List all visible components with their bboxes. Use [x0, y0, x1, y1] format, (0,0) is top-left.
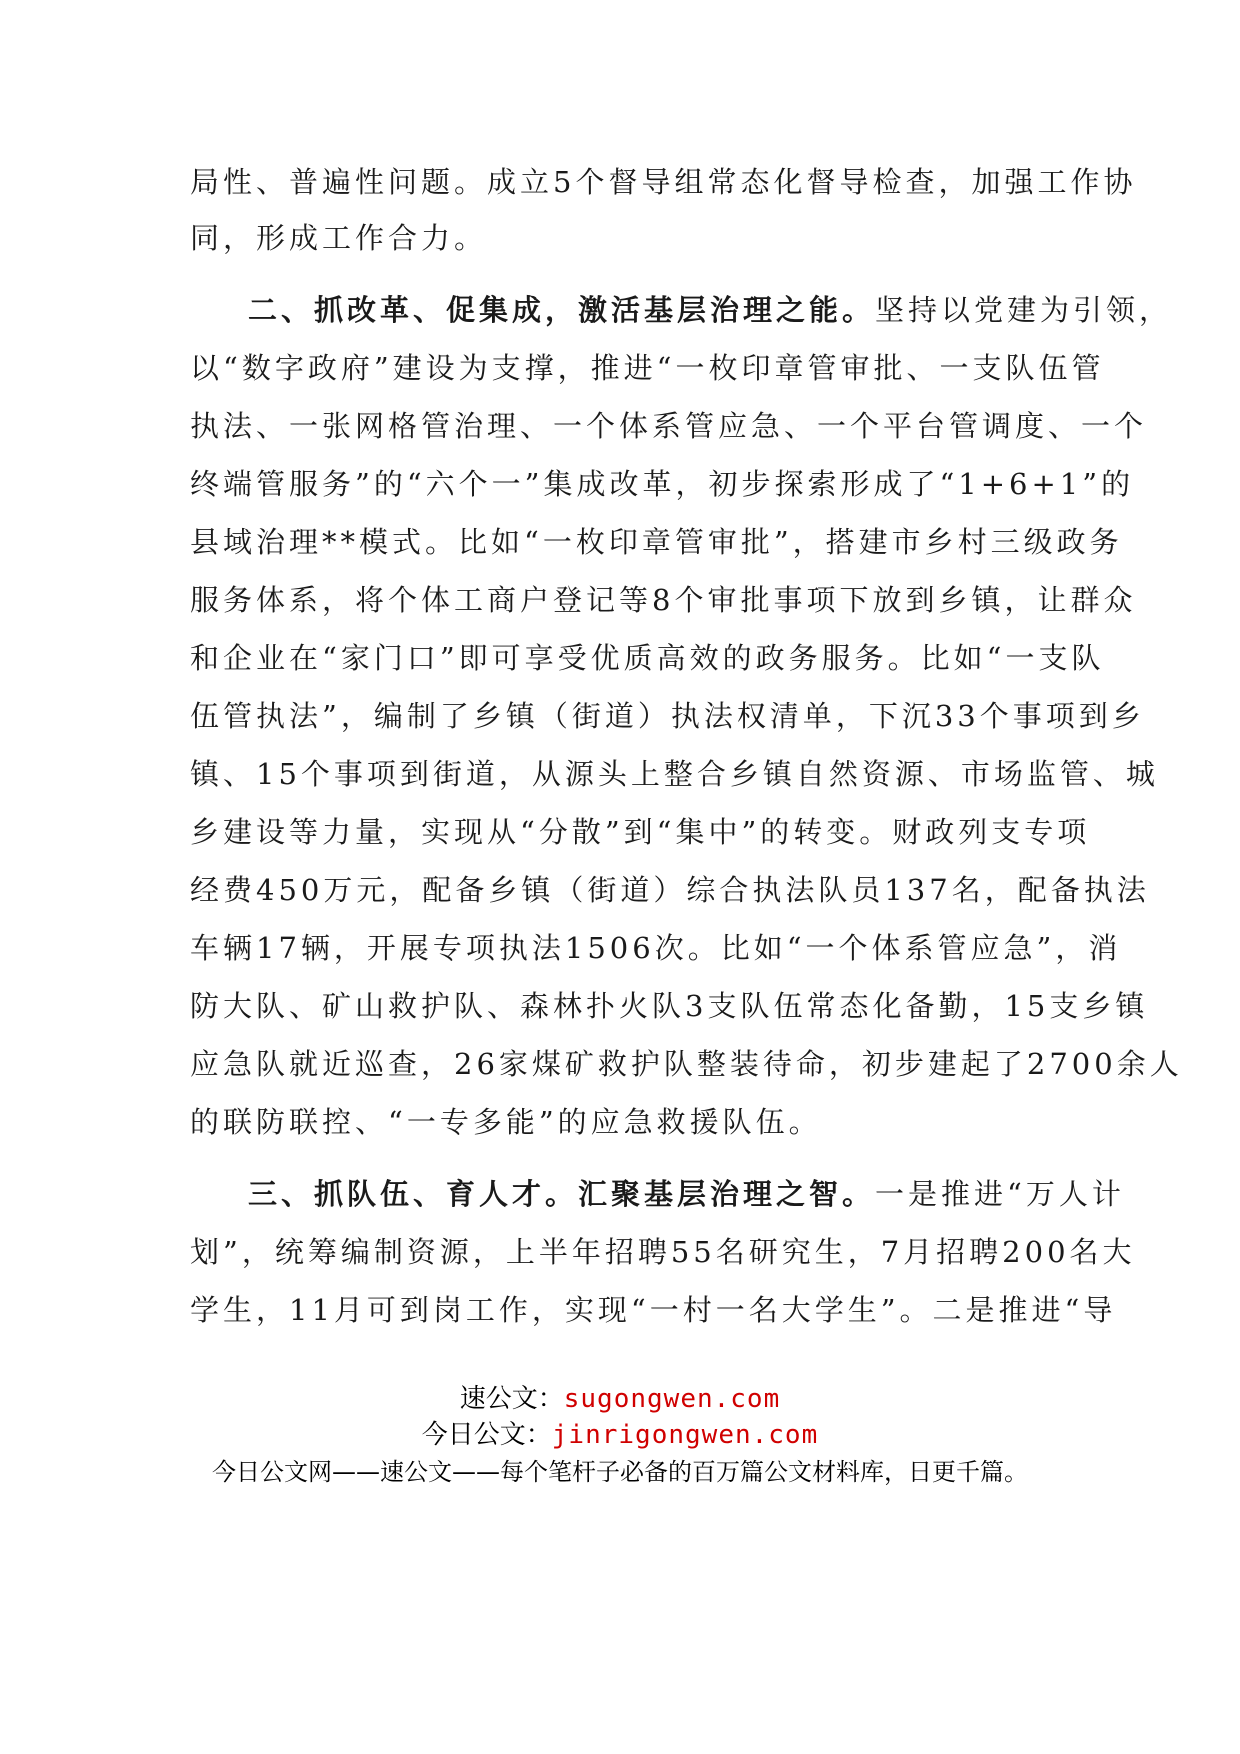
body-text-line: 执法、一张网格管治理、一个体系管应急、一个平台管调度、一个 — [190, 409, 1148, 443]
body-text-line: 和企业在“家门口”即可享受优质高效的政务服务。比如“一支队 — [190, 641, 1105, 675]
footer-label: 速公文： — [459, 1384, 564, 1414]
body-text-line: 乡建设等力量，实现从“分散”到“集中”的转变。财政列支专项 — [190, 815, 1091, 849]
section-three-heading: 三、抓队伍、育人才。汇聚基层治理之智。 — [248, 1177, 876, 1211]
body-text-line: 以“数字政府”建设为支撑，推进“一枚印章管审批、一支队伍管 — [190, 351, 1105, 385]
footer-tagline: 今日公文网——速公文——每个笔杆子必备的百万篇公文材料库，日更千篇。 — [212, 1458, 1028, 1486]
footer-jinrigongwen — [0, 1418, 1240, 1452]
footer-sugongwen — [0, 1382, 1240, 1416]
body-text-line: 的联防联控、“一专多能”的应急救援队伍。 — [190, 1105, 822, 1139]
body-text-line: 经费450万元，配备乡镇（街道）综合执法队员137名，配备执法 — [190, 873, 1150, 907]
body-text-line: 服务体系，将个体工商户登记等8个审批事项下放到乡镇，让群众 — [190, 583, 1137, 617]
section-three-paragraph-start — [248, 1174, 1125, 1214]
body-text-line: 车辆17辆，开展专项执法1506次。比如“一个体系管应急”，消 — [190, 931, 1122, 965]
body-text-line: 终端管服务”的“六个一”集成改革，初步探索形成了“1+6+1”的 — [190, 467, 1135, 501]
body-text-line: 学生，11月可到岗工作，实现“一村一名大学生”。二是推进“导 — [190, 1293, 1117, 1327]
body-text-line: 局性、普遍性问题。成立5个督导组常态化督导检查，加强工作协 — [190, 165, 1137, 199]
body-text-segment: 坚持以党建为引领， — [875, 293, 1173, 327]
section-two-paragraph-start — [248, 290, 1173, 330]
footer-label: 今日公文： — [421, 1420, 552, 1450]
footer-url-link[interactable]: sugongwen.com — [563, 1384, 781, 1414]
body-text-line: 同，形成工作合力。 — [190, 221, 488, 255]
body-text-line: 镇、15个事项到街道，从源头上整合乡镇自然资源、市场监管、城 — [190, 757, 1159, 791]
body-text-line: 防大队、矿山救护队、森林扑火队3支队伍常态化备勤，15支乡镇 — [190, 989, 1149, 1023]
body-text-line: 伍管执法”，编制了乡镇（街道）执法权清单，下沉33个事项到乡 — [190, 699, 1145, 733]
body-text-line: 县域治理**模式。比如“一枚印章管审批”，搭建市乡村三级政务 — [190, 525, 1123, 559]
body-text-line: 划”，统筹编制资源，上半年招聘55名研究生，7月招聘200名大 — [190, 1235, 1136, 1269]
body-text-segment: 一是推进“万人计 — [875, 1177, 1125, 1211]
section-two-heading: 二、抓改革、促集成，激活基层治理之能。 — [248, 293, 876, 327]
footer-url-link[interactable]: jinrigongwen.com — [551, 1420, 819, 1450]
body-text-line: 应急队就近巡查，26家煤矿救护队整装待命，初步建起了2700余人 — [190, 1047, 1183, 1081]
